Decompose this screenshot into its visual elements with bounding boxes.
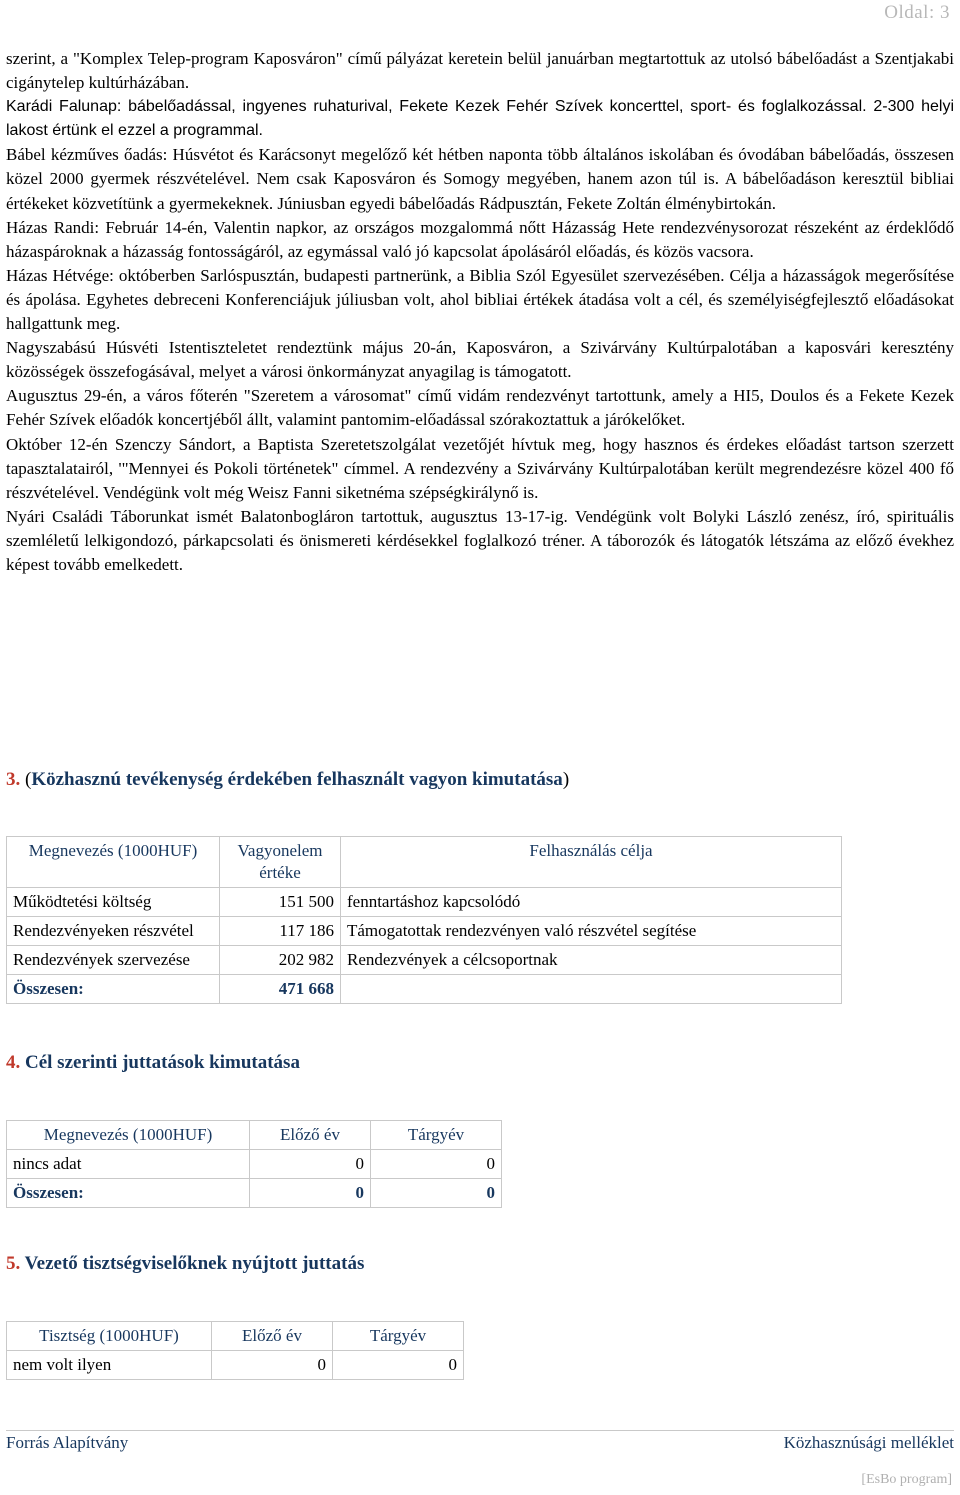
footer-document-type: Közhasznúsági melléklet <box>783 1433 954 1452</box>
table-row <box>7 888 842 917</box>
paragraph-nyari-tabor: Nyári Családi Táborunkat ismét Balatonbogláron tartottuk, augusztus 13-17-ig. Vendégünk volt Bolyki László zenész, író, spirituális szemléletű lelkigondozó, párkapcsolati és önismereti kérdésekkel foglalkozó tréner. A táborozók és látogatók létszáma az előző évekhez képest tovább emelkedett. <box>6 506 954 574</box>
cell-current-year: 0 <box>371 1150 502 1179</box>
footer-program-label: [EsBo program] <box>861 1472 952 1487</box>
column-header-current-year: Tárgyév <box>371 1121 502 1150</box>
table-row <box>7 917 842 946</box>
cell-current-year: 0 <box>333 1351 464 1380</box>
cell-name: nincs adat <box>7 1150 250 1179</box>
cell-purpose: Rendezvények a célcsoportnak <box>341 946 842 975</box>
cell-name: Rendezvények szervezése <box>7 946 220 975</box>
section-3-close-paren: ) <box>562 769 570 790</box>
cell-name: Rendezvényeken részvétel <box>7 917 220 946</box>
body-text <box>6 47 954 577</box>
column-header-purpose: Felhasználás célja <box>341 837 842 888</box>
section-3-number: 3. <box>6 769 21 790</box>
cell-purpose: Támogatottak rendezvényen való részvétel segítése <box>341 917 842 946</box>
table-row <box>7 946 842 975</box>
cell-position: nem volt ilyen <box>7 1351 212 1380</box>
paragraph-karadi-falunap: Karádi Falunap: bábelőadással, ingyenes ruhaturival, Fekete Kezek Fehér Szívek koncerttel, sport- és foglalkozással. 2-300 helyi lakost értünk el ezzel a programmal. <box>6 98 954 140</box>
page-number-label: Oldal: 3 <box>884 2 950 23</box>
section-3-open-paren: ( <box>25 769 32 790</box>
cell-value: 117 186 <box>220 917 341 946</box>
section-5-heading <box>6 1253 364 1275</box>
total-value: 471 668 <box>220 975 341 1004</box>
total-label: Összesen: <box>7 975 220 1004</box>
paragraph-hazas-hetvege: Házas Hétvége: októberben Sarlóspusztán, budapesti partnerünk, a Biblia Szól Egyesület szervezésében. Célja a házasságok megerősítése és ápolása. Egyhetes debreceni Konferenciájuk júliusban volt, ahol bibliai értékek átadása volt a cél, és személyiségfejlesztő előadásokat hallgattunk meg. <box>6 265 954 334</box>
column-header-name: Megnevezés (1000HUF) <box>7 1121 250 1150</box>
total-empty-cell <box>341 975 842 1004</box>
officers-benefits-table <box>6 1321 464 1380</box>
paragraph-komplex-telep: szerint, a "Komplex Telep-program Kaposváron" című pályázat keretein belül januárban megtartottuk az utolsó bábelőadást a Szentjakabi cigánytelep kultúrházában. <box>6 49 954 93</box>
total-label: Összesen: <box>7 1179 250 1208</box>
paragraph-babel-kezmuves: Bábel kézműves őadás: Húsvétot és Karácsonyt megelőző két hétben naponta több általános iskolában és óvodában bábelőadás, összesen közel 2000 gyermek részvételével. Nem csak Kaposváron és Somogy megyében, hanem azon túl is. A bábelőadáson keresztül bibliai értékeket közvetítünk a gyermekeknek. Júniusban egyedi bábelőadás Rádpusztán, Fekete Zoltán élménybirtokán. <box>6 145 954 213</box>
table-row <box>7 1150 502 1179</box>
cell-value: 202 982 <box>220 946 341 975</box>
section-4-title: Cél szerinti juttatások kimutatása <box>25 1052 300 1073</box>
cell-value: 151 500 <box>220 888 341 917</box>
cell-previous-year: 0 <box>250 1150 371 1179</box>
page-footer <box>6 1430 954 1453</box>
section-3-title: Közhasznú tevékenység érdekében felhasznált vagyon kimutatása <box>31 769 563 790</box>
column-header-name: Megnevezés (1000HUF) <box>7 837 220 888</box>
section-4-number: 4. <box>6 1052 21 1073</box>
column-header-position: Tisztség (1000HUF) <box>7 1322 212 1351</box>
table-total-row <box>7 1179 502 1208</box>
table-header-row <box>7 1322 464 1351</box>
footer-organization: Forrás Alapítvány <box>6 1433 129 1452</box>
total-previous-year: 0 <box>250 1179 371 1208</box>
paragraph-szeretem-a-varosomat: Augusztus 29-én, a város főterén "Szeretem a városomat" című vidám rendezvényt tartottunk, amely a HI5, Doulos és a Fekete Kezek Fehér Szívek előadók koncertjéből állt, valamint pantomim-előadással szórakoztattuk a járókelőket. <box>6 386 954 430</box>
column-header-previous-year: Előző év <box>212 1322 333 1351</box>
column-header-current-year: Tárgyév <box>333 1322 464 1351</box>
section-3-heading <box>6 769 569 791</box>
column-header-previous-year: Előző év <box>250 1121 371 1150</box>
table-total-row <box>7 975 842 1004</box>
paragraph-hazas-randi: Házas Randi: Február 14-én, Valentin napkor, az országos mozgalommá nőtt Házasság Hete rendezvénysorozat részeként az érdeklődő házaspároknak a házasság fontosságáról, az egymással való jó kapcsolat ápolásáról előadás, és közös vacsora. <box>6 217 954 261</box>
paragraph-szenczy-sandor: Október 12-én Szenczy Sándort, a Baptista Szeretetszolgálat vezetőjét hívtuk meg, hogy hasznos és érdekes előadást tartson szerzett tapasztalatairól, '"Mennyei és Pokoli történetek" címmel. A rendezvény a Szivárvány Kultúrpalotában került megrendezésre közel 400 fő részvételével. Vendégünk volt még Weisz Fanni siketnéma szépségkirálynő is. <box>6 434 954 502</box>
section-5-number: 5. <box>6 1253 21 1274</box>
cell-name: Működtetési költség <box>7 888 220 917</box>
asset-usage-table <box>6 836 842 1004</box>
cell-purpose: fenntartáshoz kapcsolódó <box>341 888 842 917</box>
benefits-table <box>6 1120 502 1208</box>
table-header-row <box>7 1121 502 1150</box>
section-5-title: Vezető tisztségviselőknek nyújtott juttatás <box>24 1253 365 1274</box>
column-header-value: Vagyonelem értéke <box>220 837 341 888</box>
paragraph-husveti-istentisztelet: Nagyszabású Húsvéti Istentiszteletet rendeztünk május 20-án, Kaposváron, a Szivárvány Kultúrpalotában a kaposvári keresztény közösségek összefogásával, melyet a városi önkormányzat anyagilag is támogatott. <box>6 338 954 382</box>
section-4-heading <box>6 1052 300 1074</box>
total-current-year: 0 <box>371 1179 502 1208</box>
cell-previous-year: 0 <box>212 1351 333 1380</box>
table-header-row <box>7 837 842 888</box>
table-row <box>7 1351 464 1380</box>
